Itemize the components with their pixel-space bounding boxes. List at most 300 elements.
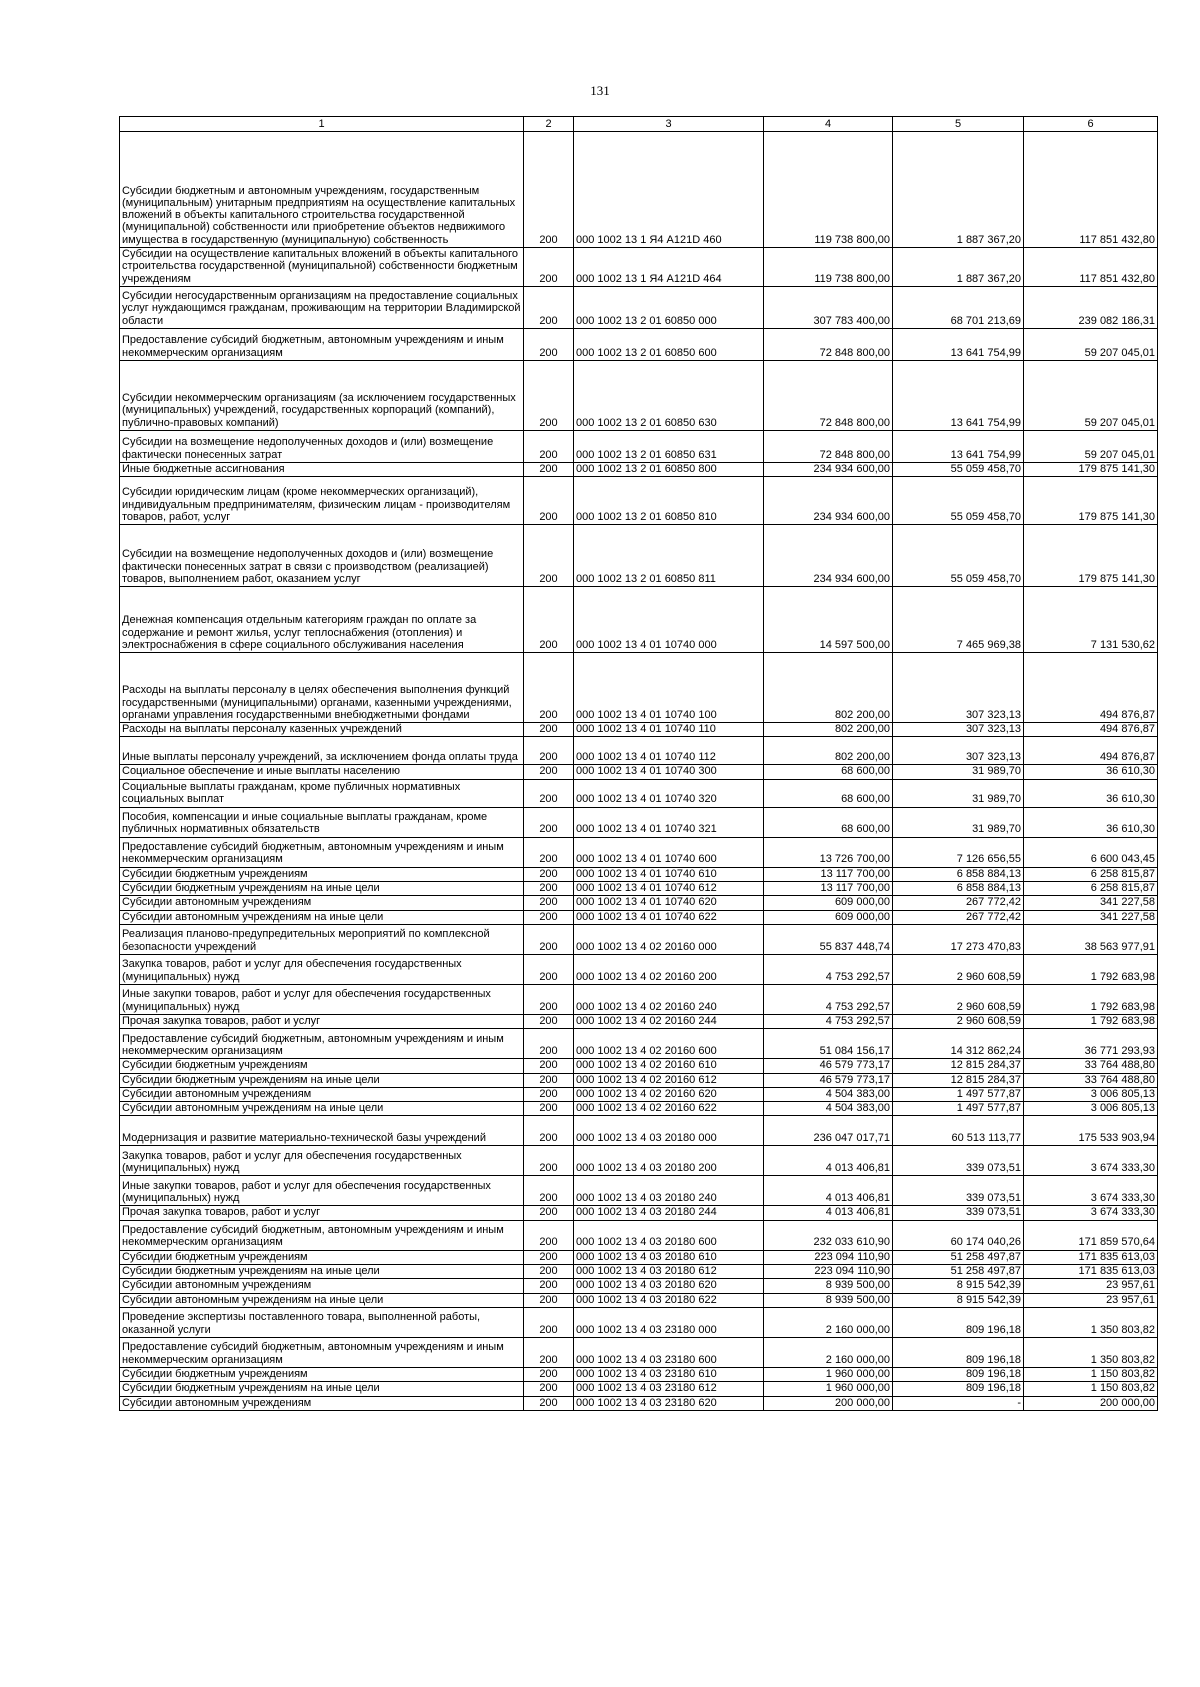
row-approved-amount: 68 600,00 [764,779,893,807]
table-row [120,1146,1158,1176]
row-classification-code: 000 1002 13 4 02 20160 600 [574,1029,764,1059]
row-name: Субсидии автономным учреждениям на иные цели [120,1293,524,1307]
row-name: Субсидии автономным учреждениям [120,1279,524,1293]
row-line-code: 200 [524,723,574,737]
row-unexecuted-amount: 200 000,00 [1024,1396,1158,1410]
row-classification-code: 000 1002 13 4 02 20160 200 [574,954,764,984]
row-approved-amount: 234 934 600,00 [764,525,893,587]
row-executed-amount: 1 497 577,87 [893,1087,1024,1101]
row-classification-code: 000 1002 13 4 03 20180 612 [574,1265,764,1279]
table-row [120,1059,1158,1073]
budget-execution-table [119,116,1158,1411]
row-line-code: 200 [524,1279,574,1293]
row-name: Проведение экспертизы поставленного товара, выполненной работы, оказанной услуги [120,1307,524,1337]
row-unexecuted-amount: 1 792 683,98 [1024,954,1158,984]
row-line-code: 200 [524,867,574,881]
table-row [120,984,1158,1014]
row-approved-amount: 609 000,00 [764,896,893,910]
row-executed-amount: 6 858 884,13 [893,882,1024,896]
row-line-code: 200 [524,360,574,430]
row-line-code: 200 [524,1014,574,1028]
row-approved-amount: 2 160 000,00 [764,1307,893,1337]
row-unexecuted-amount: 1 792 683,98 [1024,984,1158,1014]
row-classification-code: 000 1002 13 4 02 20160 612 [574,1073,764,1087]
row-executed-amount: 13 641 754,99 [893,360,1024,430]
row-line-code: 200 [524,924,574,954]
row-name: Субсидии бюджетным учреждениям [120,1367,524,1381]
row-line-code: 200 [524,1116,574,1146]
row-approved-amount: 4 504 383,00 [764,1087,893,1101]
row-unexecuted-amount: 171 859 570,64 [1024,1220,1158,1250]
row-classification-code: 000 1002 13 4 01 10740 610 [574,867,764,881]
row-unexecuted-amount: 1 350 803,82 [1024,1337,1158,1367]
row-classification-code: 000 1002 13 4 03 20180 610 [574,1250,764,1264]
table-row [120,477,1158,525]
row-line-code: 200 [524,525,574,587]
row-name: Субсидии автономным учреждениям на иные цели [120,910,524,924]
row-executed-amount: 307 323,13 [893,737,1024,765]
row-name: Социальные выплаты гражданам, кроме публичных нормативных социальных выплат [120,779,524,807]
table-row [120,837,1158,867]
row-executed-amount: 7 126 656,55 [893,837,1024,867]
row-executed-amount: 339 073,51 [893,1176,1024,1206]
row-line-code: 200 [524,477,574,525]
row-approved-amount: 68 600,00 [764,807,893,837]
row-unexecuted-amount: 36 771 293,93 [1024,1029,1158,1059]
row-approved-amount: 236 047 017,71 [764,1116,893,1146]
row-name: Социальное обеспечение и иные выплаты населению [120,765,524,779]
table-row [120,1367,1158,1381]
table-row [120,1337,1158,1367]
row-approved-amount: 72 848 800,00 [764,430,893,462]
row-approved-amount: 4 013 406,81 [764,1176,893,1206]
row-classification-code: 000 1002 13 4 01 10740 321 [574,807,764,837]
row-classification-code: 000 1002 13 4 03 20180 244 [574,1206,764,1220]
row-unexecuted-amount: 341 227,58 [1024,910,1158,924]
row-line-code: 200 [524,954,574,984]
row-unexecuted-amount: 1 150 803,82 [1024,1382,1158,1396]
row-unexecuted-amount: 341 227,58 [1024,896,1158,910]
row-name: Прочая закупка товаров, работ и услуг [120,1014,524,1028]
table-row [120,430,1158,462]
table-row [120,653,1158,723]
row-line-code: 200 [524,1206,574,1220]
row-executed-amount: 339 073,51 [893,1146,1024,1176]
table-row [120,1206,1158,1220]
row-unexecuted-amount: 1 150 803,82 [1024,1367,1158,1381]
row-approved-amount: 8 939 500,00 [764,1293,893,1307]
row-executed-amount: 809 196,18 [893,1307,1024,1337]
row-line-code: 200 [524,910,574,924]
row-name: Закупка товаров, работ и услуг для обеспечения государственных (муниципальных) нужд [120,954,524,984]
row-unexecuted-amount: 59 207 045,01 [1024,328,1158,360]
row-name: Субсидии некоммерческим организациям (за исключением государственных (муниципальных) учреждений, государственных корпораций (компаний), публично-правовых компаний) [120,360,524,430]
row-approved-amount: 4 504 383,00 [764,1102,893,1116]
row-unexecuted-amount: 6 258 815,87 [1024,882,1158,896]
row-executed-amount: 60 174 040,26 [893,1220,1024,1250]
row-line-code: 200 [524,1073,574,1087]
row-approved-amount: 14 597 500,00 [764,587,893,653]
row-unexecuted-amount: 171 835 613,03 [1024,1250,1158,1264]
row-executed-amount: 55 059 458,70 [893,525,1024,587]
row-classification-code: 000 1002 13 4 01 10740 112 [574,737,764,765]
column-header-2: 2 [524,117,574,132]
row-name: Расходы на выплаты персоналу казенных учреждений [120,723,524,737]
row-executed-amount: 2 960 608,59 [893,984,1024,1014]
table-row [120,286,1158,328]
row-name: Субсидии бюджетным учреждениям [120,867,524,881]
row-classification-code: 000 1002 13 4 03 20180 600 [574,1220,764,1250]
row-line-code: 200 [524,984,574,1014]
row-unexecuted-amount: 7 131 530,62 [1024,587,1158,653]
row-executed-amount: 31 989,70 [893,779,1024,807]
row-name: Предоставление субсидий бюджетным, автономным учреждениям и иным некоммерческим организациям [120,1029,524,1059]
row-line-code: 200 [524,1250,574,1264]
row-approved-amount: 223 094 110,90 [764,1250,893,1264]
row-classification-code: 000 1002 13 4 03 23180 620 [574,1396,764,1410]
row-approved-amount: 13 726 700,00 [764,837,893,867]
row-classification-code: 000 1002 13 2 01 60850 810 [574,477,764,525]
row-name: Субсидии автономным учреждениям на иные цели [120,1102,524,1116]
row-unexecuted-amount: 3 006 805,13 [1024,1087,1158,1101]
row-executed-amount: 2 960 608,59 [893,954,1024,984]
row-unexecuted-amount: 117 851 432,80 [1024,132,1158,248]
row-line-code: 200 [524,587,574,653]
row-unexecuted-amount: 494 876,87 [1024,723,1158,737]
row-unexecuted-amount: 494 876,87 [1024,653,1158,723]
row-approved-amount: 55 837 448,74 [764,924,893,954]
row-approved-amount: 1 960 000,00 [764,1367,893,1381]
table-row [120,1087,1158,1101]
table-row [120,807,1158,837]
row-line-code: 200 [524,328,574,360]
row-name: Предоставление субсидий бюджетным, автономным учреждениям и иным некоммерческим организациям [120,1337,524,1367]
row-executed-amount: 2 960 608,59 [893,1014,1024,1028]
row-line-code: 200 [524,132,574,248]
table-row [120,587,1158,653]
row-approved-amount: 46 579 773,17 [764,1059,893,1073]
table-row [120,1029,1158,1059]
row-unexecuted-amount: 175 533 903,94 [1024,1116,1158,1146]
row-unexecuted-amount: 33 764 488,80 [1024,1059,1158,1073]
row-executed-amount: 51 258 497,87 [893,1265,1024,1279]
row-name: Субсидии бюджетным учреждениям на иные цели [120,1382,524,1396]
table-row [120,1073,1158,1087]
row-executed-amount: 6 858 884,13 [893,867,1024,881]
table-row [120,910,1158,924]
row-name: Предоставление субсидий бюджетным, автономным учреждениям и иным некоммерческим организациям [120,837,524,867]
row-name: Реализация планово-предупредительных мероприятий по комплексной безопасности учреждений [120,924,524,954]
table-row [120,360,1158,430]
table-row [120,954,1158,984]
row-line-code: 200 [524,248,574,287]
table-row [120,924,1158,954]
row-name: Субсидии бюджетным учреждениям на иные цели [120,882,524,896]
row-name: Субсидии автономным учреждениям [120,1396,524,1410]
row-approved-amount: 307 783 400,00 [764,286,893,328]
row-line-code: 200 [524,1220,574,1250]
row-executed-amount: 13 641 754,99 [893,430,1024,462]
row-classification-code: 000 1002 13 4 02 20160 240 [574,984,764,1014]
row-line-code: 200 [524,1029,574,1059]
row-name: Иные закупки товаров, работ и услуг для обеспечения государственных (муниципальных) нужд [120,1176,524,1206]
row-line-code: 200 [524,1337,574,1367]
row-line-code: 200 [524,653,574,723]
row-classification-code: 000 1002 13 4 02 20160 622 [574,1102,764,1116]
row-approved-amount: 609 000,00 [764,910,893,924]
column-number-row [120,117,1158,132]
row-executed-amount: 31 989,70 [893,807,1024,837]
row-executed-amount: 12 815 284,37 [893,1073,1024,1087]
table-row [120,737,1158,765]
row-approved-amount: 72 848 800,00 [764,360,893,430]
row-approved-amount: 2 160 000,00 [764,1337,893,1367]
row-approved-amount: 4 013 406,81 [764,1206,893,1220]
row-name: Субсидии негосударственным организациям на предоставление социальных услуг нуждающимся гражданам, проживающим на территории Владимирской области [120,286,524,328]
row-approved-amount: 802 200,00 [764,737,893,765]
row-name: Предоставление субсидий бюджетным, автономным учреждениям и иным некоммерческим организациям [120,1220,524,1250]
table-row [120,1293,1158,1307]
row-name: Закупка товаров, работ и услуг для обеспечения государственных (муниципальных) нужд [120,1146,524,1176]
row-line-code: 200 [524,837,574,867]
row-unexecuted-amount: 1 792 683,98 [1024,1014,1158,1028]
row-unexecuted-amount: 36 610,30 [1024,807,1158,837]
row-line-code: 200 [524,1293,574,1307]
row-classification-code: 000 1002 13 1 Я4 А121D 460 [574,132,764,248]
row-classification-code: 000 1002 13 4 01 10740 320 [574,779,764,807]
row-name: Денежная компенсация отдельным категориям граждан по оплате за содержание и ремонт жилья, услуг теплоснабжения (отопления) и электроснабжения в сфере социального обслуживания населения [120,587,524,653]
row-executed-amount: 8 915 542,39 [893,1293,1024,1307]
table-body [120,132,1158,1411]
row-executed-amount: 267 772,42 [893,896,1024,910]
row-line-code: 200 [524,286,574,328]
table-row [120,896,1158,910]
row-executed-amount: 13 641 754,99 [893,328,1024,360]
table-row [120,328,1158,360]
row-executed-amount: 809 196,18 [893,1367,1024,1381]
row-classification-code: 000 1002 13 4 02 20160 620 [574,1087,764,1101]
table-row [120,1014,1158,1028]
row-approved-amount: 119 738 800,00 [764,132,893,248]
row-line-code: 200 [524,1265,574,1279]
row-unexecuted-amount: 179 875 141,30 [1024,462,1158,476]
row-classification-code: 000 1002 13 4 02 20160 610 [574,1059,764,1073]
table-row [120,779,1158,807]
row-classification-code: 000 1002 13 4 01 10740 100 [574,653,764,723]
row-unexecuted-amount: 33 764 488,80 [1024,1073,1158,1087]
row-approved-amount: 802 200,00 [764,653,893,723]
column-header-3: 3 [574,117,764,132]
table-row [120,1250,1158,1264]
row-name: Субсидии бюджетным учреждениям на иные цели [120,1265,524,1279]
row-classification-code: 000 1002 13 4 01 10740 622 [574,910,764,924]
row-name: Предоставление субсидий бюджетным, автономным учреждениям и иным некоммерческим организациям [120,328,524,360]
table-row [120,132,1158,248]
row-unexecuted-amount: 23 957,61 [1024,1279,1158,1293]
row-line-code: 200 [524,1367,574,1381]
row-line-code: 200 [524,896,574,910]
row-name: Модернизация и развитие материально-технической базы учреждений [120,1116,524,1146]
row-classification-code: 000 1002 13 4 02 20160 244 [574,1014,764,1028]
row-executed-amount: 1 887 367,20 [893,248,1024,287]
row-unexecuted-amount: 59 207 045,01 [1024,430,1158,462]
table-row [120,765,1158,779]
row-unexecuted-amount: 1 350 803,82 [1024,1307,1158,1337]
row-unexecuted-amount: 3 674 333,30 [1024,1146,1158,1176]
row-classification-code: 000 1002 13 2 01 60850 630 [574,360,764,430]
row-classification-code: 000 1002 13 4 03 23180 600 [574,1337,764,1367]
row-approved-amount: 46 579 773,17 [764,1073,893,1087]
row-unexecuted-amount: 36 610,30 [1024,779,1158,807]
row-classification-code: 000 1002 13 2 01 60850 600 [574,328,764,360]
row-unexecuted-amount: 494 876,87 [1024,737,1158,765]
row-executed-amount: 307 323,13 [893,723,1024,737]
row-approved-amount: 4 753 292,57 [764,1014,893,1028]
row-executed-amount: 17 273 470,83 [893,924,1024,954]
row-executed-amount: 809 196,18 [893,1382,1024,1396]
table-row [120,1382,1158,1396]
row-executed-amount: 31 989,70 [893,765,1024,779]
row-unexecuted-amount: 3 674 333,30 [1024,1206,1158,1220]
row-executed-amount: 809 196,18 [893,1337,1024,1367]
row-approved-amount: 13 117 700,00 [764,867,893,881]
row-unexecuted-amount: 3 006 805,13 [1024,1102,1158,1116]
row-approved-amount: 234 934 600,00 [764,477,893,525]
row-classification-code: 000 1002 13 4 01 10740 000 [574,587,764,653]
row-classification-code: 000 1002 13 4 03 23180 610 [574,1367,764,1381]
row-approved-amount: 13 117 700,00 [764,882,893,896]
row-name: Субсидии автономным учреждениям [120,896,524,910]
table-row [120,1116,1158,1146]
column-header-5: 5 [893,117,1024,132]
row-unexecuted-amount: 117 851 432,80 [1024,248,1158,287]
row-classification-code: 000 1002 13 4 03 20180 200 [574,1146,764,1176]
table-row [120,1396,1158,1410]
row-approved-amount: 51 084 156,17 [764,1029,893,1059]
row-approved-amount: 802 200,00 [764,723,893,737]
table-row [120,1176,1158,1206]
row-classification-code: 000 1002 13 4 03 23180 612 [574,1382,764,1396]
row-classification-code: 000 1002 13 4 01 10740 620 [574,896,764,910]
row-classification-code: 000 1002 13 2 01 60850 000 [574,286,764,328]
row-unexecuted-amount: 36 610,30 [1024,765,1158,779]
row-name: Субсидии юридическим лицам (кроме некоммерческих организаций), индивидуальным предпринимателям, физическим лицам - производителям товаров, работ, услуг [120,477,524,525]
row-name: Субсидии бюджетным учреждениям на иные цели [120,1073,524,1087]
row-approved-amount: 72 848 800,00 [764,328,893,360]
row-classification-code: 000 1002 13 4 01 10740 600 [574,837,764,867]
row-executed-amount: 51 258 497,87 [893,1250,1024,1264]
row-name: Иные бюджетные ассигнования [120,462,524,476]
table-row [120,1307,1158,1337]
row-line-code: 200 [524,779,574,807]
row-line-code: 200 [524,1307,574,1337]
table-row [120,867,1158,881]
row-name: Субсидии на осуществление капитальных вложений в объекты капитального строительства государственной (муниципальной) собственности бюджетным учреждениям [120,248,524,287]
page-number: 131 [590,83,610,98]
row-executed-amount: 1 887 367,20 [893,132,1024,248]
row-classification-code: 000 1002 13 4 03 23180 000 [574,1307,764,1337]
row-approved-amount: 68 600,00 [764,765,893,779]
row-executed-amount: 7 465 969,38 [893,587,1024,653]
table-row [120,1220,1158,1250]
row-executed-amount: 14 312 862,24 [893,1029,1024,1059]
table-row [120,723,1158,737]
table-row [120,882,1158,896]
row-line-code: 200 [524,807,574,837]
row-executed-amount: 267 772,42 [893,910,1024,924]
row-executed-amount: 60 513 113,77 [893,1116,1024,1146]
row-unexecuted-amount: 171 835 613,03 [1024,1265,1158,1279]
row-executed-amount: 8 915 542,39 [893,1279,1024,1293]
row-unexecuted-amount: 179 875 141,30 [1024,525,1158,587]
row-name: Прочая закупка товаров, работ и услуг [120,1206,524,1220]
table-row [120,248,1158,287]
row-classification-code: 000 1002 13 2 01 60850 800 [574,462,764,476]
row-classification-code: 000 1002 13 4 03 20180 620 [574,1279,764,1293]
row-executed-amount: 339 073,51 [893,1206,1024,1220]
column-header-4: 4 [764,117,893,132]
row-executed-amount: 55 059 458,70 [893,462,1024,476]
row-executed-amount: 1 497 577,87 [893,1102,1024,1116]
row-approved-amount: 4 013 406,81 [764,1146,893,1176]
row-approved-amount: 223 094 110,90 [764,1265,893,1279]
row-name: Субсидии на возмещение недополученных доходов и (или) возмещение фактически понесенных затрат [120,430,524,462]
row-executed-amount: 12 815 284,37 [893,1059,1024,1073]
row-classification-code: 000 1002 13 4 03 20180 240 [574,1176,764,1206]
row-unexecuted-amount: 6 258 815,87 [1024,867,1158,881]
row-line-code: 200 [524,1382,574,1396]
row-name: Субсидии бюджетным учреждениям [120,1059,524,1073]
table-row [120,1265,1158,1279]
row-classification-code: 000 1002 13 4 01 10740 612 [574,882,764,896]
row-approved-amount: 1 960 000,00 [764,1382,893,1396]
row-approved-amount: 200 000,00 [764,1396,893,1410]
row-line-code: 200 [524,765,574,779]
row-classification-code: 000 1002 13 1 Я4 А121D 464 [574,248,764,287]
row-line-code: 200 [524,462,574,476]
row-classification-code: 000 1002 13 4 01 10740 300 [574,765,764,779]
row-approved-amount: 234 934 600,00 [764,462,893,476]
row-line-code: 200 [524,1102,574,1116]
row-unexecuted-amount: 3 674 333,30 [1024,1176,1158,1206]
row-executed-amount: 55 059 458,70 [893,477,1024,525]
row-name: Пособия, компенсации и иные социальные выплаты гражданам, кроме публичных нормативных обязательств [120,807,524,837]
row-line-code: 200 [524,737,574,765]
row-executed-amount: 307 323,13 [893,653,1024,723]
column-header-6: 6 [1024,117,1158,132]
row-classification-code: 000 1002 13 2 01 60850 631 [574,430,764,462]
table-row [120,525,1158,587]
row-approved-amount: 232 033 610,90 [764,1220,893,1250]
row-name: Расходы на выплаты персоналу в целях обеспечения выполнения функций государственными (муниципальными) органами, казенными учреждениями, органами управления государственными внебюджетными фондами [120,653,524,723]
row-executed-amount: - [893,1396,1024,1410]
row-name: Иные закупки товаров, работ и услуг для обеспечения государственных (муниципальных) нужд [120,984,524,1014]
row-line-code: 200 [524,1146,574,1176]
row-classification-code: 000 1002 13 4 03 20180 622 [574,1293,764,1307]
row-classification-code: 000 1002 13 4 01 10740 110 [574,723,764,737]
row-unexecuted-amount: 239 082 186,31 [1024,286,1158,328]
row-name: Субсидии автономным учреждениям [120,1087,524,1101]
row-line-code: 200 [524,882,574,896]
row-unexecuted-amount: 38 563 977,91 [1024,924,1158,954]
row-name: Субсидии на возмещение недополученных доходов и (или) возмещение фактически понесенных затрат в связи с производством (реализацией) товаров, выполнением работ, оказанием услуг [120,525,524,587]
row-executed-amount: 68 701 213,69 [893,286,1024,328]
row-line-code: 200 [524,1059,574,1073]
row-unexecuted-amount: 179 875 141,30 [1024,477,1158,525]
row-line-code: 200 [524,430,574,462]
column-header-1: 1 [120,117,524,132]
row-classification-code: 000 1002 13 2 01 60850 811 [574,525,764,587]
